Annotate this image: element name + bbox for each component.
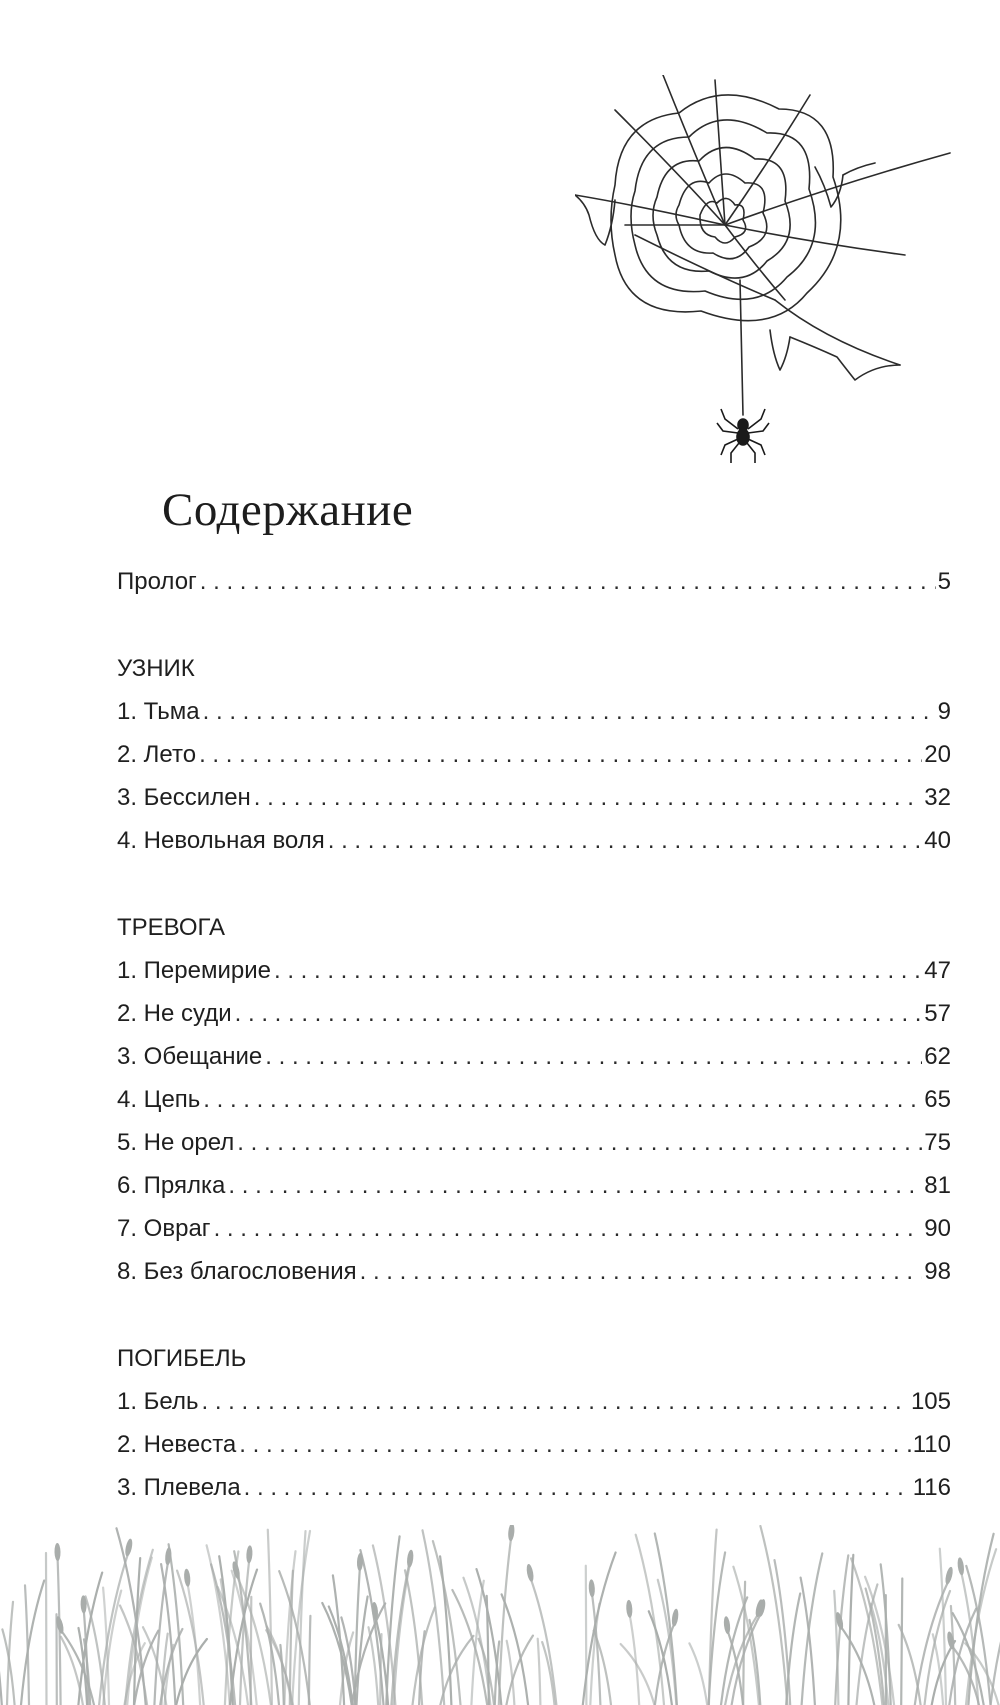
grass-seed-head <box>246 1545 253 1563</box>
toc-entry <box>117 1466 951 1509</box>
grass-blade <box>25 1585 29 1705</box>
grass-blade <box>802 1553 823 1705</box>
dot-leader <box>239 1423 910 1466</box>
dot-leader <box>202 1380 909 1423</box>
toc-entry-page: 47 <box>924 957 951 984</box>
grass-blade <box>538 1639 541 1705</box>
part-2 <box>117 906 951 1293</box>
grass-seed-head <box>723 1616 731 1635</box>
toc-entry-page: 57 <box>924 1000 951 1027</box>
grass-blade <box>187 1582 200 1705</box>
dot-leader <box>203 690 936 733</box>
grass-blade <box>169 1544 184 1705</box>
page-title: Содержание <box>162 484 414 536</box>
toc-entry-label: 4. Невольная воля <box>117 827 325 854</box>
toc-entry-label: 1. Перемирие <box>117 957 271 984</box>
toc-entry-label: 2. Не суди <box>117 1000 232 1027</box>
toc-entry-page: 81 <box>924 1172 951 1199</box>
dot-leader <box>244 1466 911 1509</box>
toc-entry-label: 3. Бессилен <box>117 784 251 811</box>
grass-blade <box>413 1608 435 1705</box>
grass-seed-head <box>671 1608 679 1627</box>
toc-entry-page: 20 <box>924 741 951 768</box>
toc-entry-page: 75 <box>924 1129 951 1156</box>
grass-blade <box>689 1643 707 1705</box>
toc-entry <box>117 1207 951 1250</box>
dot-leader <box>360 1250 923 1293</box>
toc-entry-label: 3. Плевела <box>117 1474 241 1501</box>
grass-blade <box>299 1531 306 1705</box>
grass-blade <box>901 1579 902 1705</box>
dot-leader <box>265 1035 922 1078</box>
toc-entry <box>117 1035 951 1078</box>
toc-entry <box>117 776 951 819</box>
toc-entry-label: 2. Невеста <box>117 1431 237 1458</box>
toc-entry-label: 6. Прялка <box>117 1172 226 1199</box>
toc-entry-label: 8. Без благословения <box>117 1258 357 1285</box>
toc-entry <box>117 819 951 862</box>
dot-leader <box>328 819 923 862</box>
toc-entry-page: 9 <box>937 698 951 725</box>
table-of-contents <box>117 560 951 1509</box>
grass-blade <box>786 1594 800 1705</box>
grass-blade <box>333 1575 344 1705</box>
grass-blade <box>848 1555 853 1705</box>
grass-blade <box>21 1581 44 1705</box>
toc-entry-label: 1. Тьма <box>117 698 200 725</box>
grass-blade <box>280 1645 283 1705</box>
grass-seed-head <box>508 1525 516 1541</box>
dot-leader <box>214 1207 923 1250</box>
grass-blade <box>46 1553 47 1705</box>
spider-icon <box>717 409 769 463</box>
toc-entry <box>117 1078 951 1121</box>
grass-seed-head <box>588 1579 595 1597</box>
grass-blade <box>99 1552 129 1705</box>
toc-entry <box>117 1164 951 1207</box>
part-heading: УЗНИК <box>117 655 195 682</box>
toc-entry-page: 62 <box>924 1043 951 1070</box>
toc-entry-page: 90 <box>924 1215 951 1242</box>
toc-entry-page: 105 <box>910 1388 951 1415</box>
toc-entry-prologue <box>117 560 951 603</box>
toc-entry <box>117 949 951 992</box>
grass-blade <box>0 1607 2 1705</box>
toc-entry-page: 40 <box>924 827 951 854</box>
grass-blade <box>268 1530 272 1705</box>
dot-leader <box>228 1164 922 1207</box>
dot-leader <box>274 949 922 992</box>
toc-entry-label: 2. Лето <box>117 741 197 768</box>
dot-leader <box>199 733 922 776</box>
part-heading: ТРЕВОГА <box>117 914 225 941</box>
grass-seed-head <box>54 1543 60 1561</box>
toc-entry <box>117 733 951 776</box>
grass-seed-head <box>124 1538 134 1557</box>
grass-illustration-icon <box>0 1525 1000 1705</box>
toc-entry-page: 110 <box>912 1431 951 1458</box>
dot-leader <box>237 1121 922 1164</box>
part-3 <box>117 1337 951 1509</box>
toc-entry-page: 65 <box>924 1086 951 1113</box>
toc-entry <box>117 690 951 733</box>
toc-entry-page: 32 <box>924 784 951 811</box>
toc-entry <box>117 1121 951 1164</box>
toc-entry-label: 5. Не орел <box>117 1129 235 1156</box>
toc-entry <box>117 1423 951 1466</box>
toc-entry <box>117 992 951 1035</box>
dot-leader <box>254 776 923 819</box>
toc-entry <box>117 1250 951 1293</box>
grass-blade <box>499 1536 512 1705</box>
grass-seed-head <box>626 1600 633 1618</box>
spider-web-icon <box>575 75 955 500</box>
toc-entry-label: 3. Обещание <box>117 1043 263 1070</box>
grass-seed-head <box>944 1566 954 1585</box>
part-1 <box>117 647 951 862</box>
toc-entry-page: 5 <box>937 568 951 595</box>
part-heading: ПОГИБЕЛЬ <box>117 1345 247 1372</box>
toc-entry-label: 4. Цепь <box>117 1086 201 1113</box>
grass-seed-head <box>183 1568 191 1586</box>
toc-entry <box>117 1380 951 1423</box>
toc-entry-label: 1. Бель <box>117 1388 199 1415</box>
grass-seed-head <box>526 1564 535 1583</box>
grass-seed-head <box>957 1557 965 1576</box>
toc-entry-label: 7. Овраг <box>117 1215 211 1242</box>
toc-entry-label: Пролог <box>117 568 197 595</box>
toc-entry-page: 116 <box>912 1474 951 1501</box>
dot-leader <box>235 992 923 1035</box>
toc-entry-page: 98 <box>924 1258 951 1285</box>
dot-leader <box>200 560 936 603</box>
grass-blade <box>78 1573 102 1705</box>
dot-leader <box>203 1078 922 1121</box>
